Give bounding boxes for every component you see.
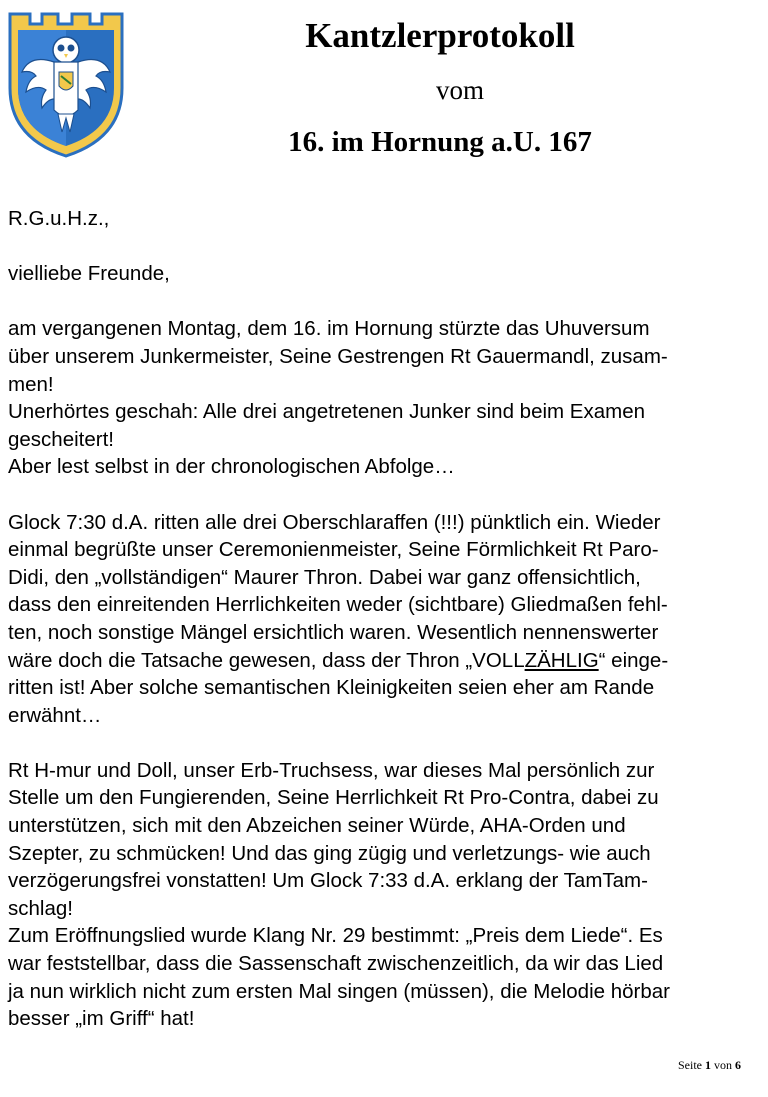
text-line: unterstützen, sich mit den Abzeichen seiner Würde, AHA-Orden und — [8, 814, 626, 838]
paragraph-2 — [8, 509, 748, 730]
text-line: gescheitert! — [8, 427, 114, 451]
text-line: einmal begrüßte unser Ceremonienmeister, Seine Förmlichkeit Rt Paro- — [8, 538, 659, 562]
text-line: Rt H-mur und Doll, unser Erb-Truchsess, war dieses Mal persönlich zur — [8, 758, 655, 782]
text-line: ja nun wirklich nicht zum ersten Mal singen (müssen), die Melodie hörbar — [8, 979, 670, 1003]
text-line: men! — [8, 372, 54, 396]
document-date: 16. im Hornung a.U. 167 — [288, 126, 592, 158]
title-vom: vom — [435, 75, 484, 105]
text-line: Zum Eröffnungslied wurde Klang Nr. 29 bestimmt: „Preis dem Liede“. Es — [8, 924, 663, 948]
text-line: am vergangenen Montag, dem 16. im Hornung stürzte das Uhuversum — [8, 317, 650, 341]
paragraph-3 — [8, 757, 748, 1033]
text-line: Didi, den „vollständigen“ Maurer Thron. Dabei war ganz offensichtlich, — [8, 565, 641, 589]
text-line: Unerhörtes geschah: Alle drei angetretenen Junker sind beim Examen — [8, 400, 646, 424]
text-line: ten, noch sonstige Mängel ersichtlich waren. Wesentlich nennenswerter — [8, 620, 659, 644]
text-line: dass den einreitenden Herrlichkeiten weder (sichtbare) Gliedmaßen fehl- — [8, 593, 668, 617]
text-segment: “ einge- — [598, 648, 669, 672]
text-line: besser „im Griff“ hat! — [8, 1007, 195, 1031]
paragraph-1 — [8, 315, 748, 481]
text-segment: wäre doch die Tatsache gewesen, dass der Thron „VOLL — [8, 648, 525, 672]
text-line: war feststellbar, dass die Sassenschaft zwischenzeitlich, da wir das Lied — [8, 952, 664, 976]
page-number: Seite 1 von 6 — [678, 1058, 741, 1072]
document-body — [8, 205, 748, 1033]
text-line: Aber lest selbst in der chronologischen Abfolge… — [8, 455, 455, 479]
text-line — [8, 647, 748, 675]
text-line: über unserem Junkermeister, Seine Gestrengen Rt Gauermandl, zusam- — [8, 344, 668, 368]
crest-logo — [6, 10, 126, 160]
underlined-word: ZÄHLIG — [524, 648, 599, 672]
greeting: R.G.u.H.z., — [8, 207, 110, 230]
document-title: Kantzlerprotokoll — [305, 16, 575, 55]
text-line: schlag! — [8, 896, 73, 920]
text-line: verzögerungsfrei vonstatten! Um Glock 7:33 d.A. erklang der TamTam- — [8, 869, 648, 893]
text-line: erwähnt… — [8, 703, 102, 727]
salutation: vielliebe Freunde, — [8, 262, 170, 286]
text-line: Glock 7:30 d.A. ritten alle drei Oberschlaraffen (!!!) pünktlich ein. Wieder — [8, 510, 661, 534]
text-line: Szepter, zu schmücken! Und das ging zügig und verletzungs- wie auch — [8, 841, 651, 865]
text-line: Stelle um den Fungierenden, Seine Herrlichkeit Rt Pro-Contra, dabei zu — [8, 786, 659, 810]
text-line: ritten ist! Aber solche semantischen Kleinigkeiten seien eher am Rande — [8, 676, 655, 700]
